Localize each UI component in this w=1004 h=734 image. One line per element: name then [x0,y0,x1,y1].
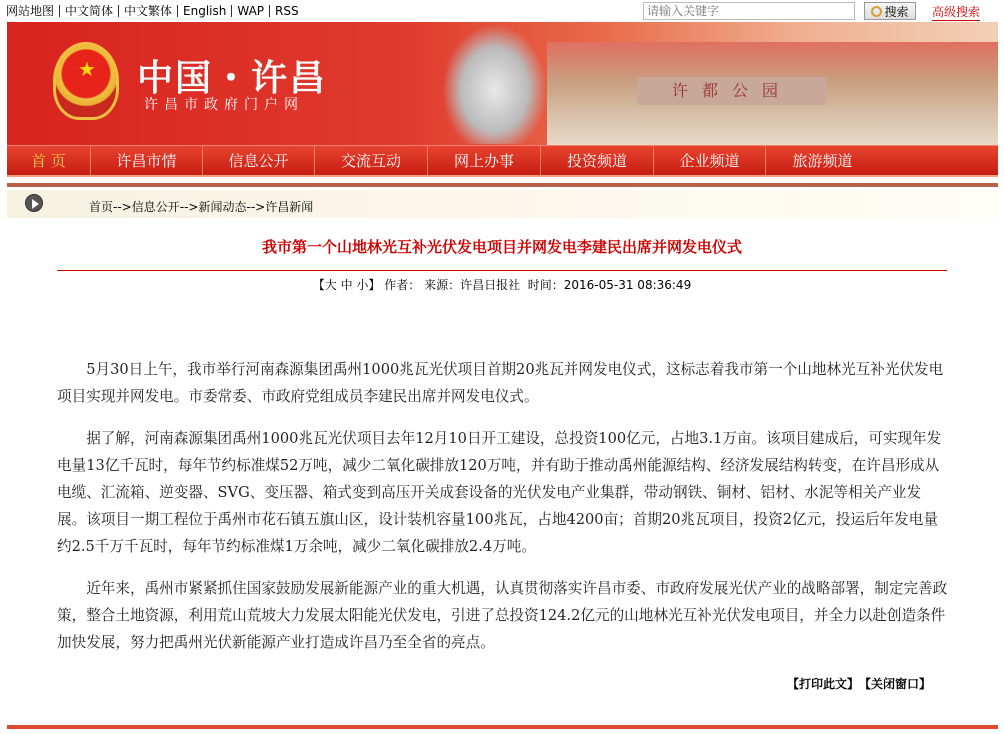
breadcrumb-sep: --> [179,200,199,214]
nav-online-services[interactable]: 网上办事 [428,146,541,175]
nav-investment[interactable]: 投资频道 [541,146,654,175]
search-icon [871,6,882,17]
advanced-search-link[interactable]: 高级搜索 [932,5,981,19]
publish-time: 时间：2016-05-31 08:36:49 [527,278,692,292]
breadcrumb-home[interactable]: 首页 [89,200,114,214]
site-subtitle: 许昌市政府门户网 [144,97,304,113]
paragraph: 据了解，河南森源集团禹州1000兆瓦光伏项目去年12月10日开工建设，总投资100亿元，占地3.1万亩。该项目建成后，可实现年发电量13亿千瓦时，每年节约标准煤52万吨，减少二氧化碳排放120万吨，并有助于推动禹州能源结构、经济发展结构转变，在许昌形成从电缆、汇流箱、逆变器、SVG、变压器、箱式变到高压开关成套设备的光伏发电产业集群，带动钢铁、铜材、铝材、水泥等相关产业发展。该项目一期工程位于禹州市花石镇五旗山区，设计装机容量100兆瓦，占地4200亩；首期20兆瓦项目，投资2亿元，投运后年发电量约2.5千万千瓦时，每年节约标准煤1万余吨，减少二氧化碳排放2.4万吨。 [57,430,942,555]
search-button[interactable] [864,2,916,20]
wap-link[interactable]: WAP [232,5,270,17]
nav-home[interactable]: 首 页 [7,146,91,175]
nav-info-disclosure[interactable]: 信息公开 [203,146,315,175]
nav-enterprise[interactable]: 企业频道 [654,146,766,175]
nav-interaction[interactable]: 交流互动 [315,146,428,175]
author: 作者： [384,278,421,292]
play-arrow-icon [25,194,43,212]
paragraph: 近年来，禹州市紧紧抓住国家鼓励发展新能源产业的重大机遇，认真贯彻落实许昌市委、市政府发展光伏产业的战略部署，制定完善政策，整合土地资源，利用荒山荒坡大力发展太阳能光伏发电，引进了总投资124.2亿元的山地林光互补光伏发电项目，并全力以赴创造条件加快发展，努力把禹州光伏新能源产业打造成许昌乃至全省的亮点。 [57,580,948,651]
simplified-chinese-link[interactable]: 中文简体 [60,5,119,17]
article-title: 我市第一个山地林光互补光伏发电项目并网发电李建民出席并网发电仪式 [261,238,742,256]
nav-city-info[interactable]: 许昌市情 [91,146,203,175]
header-banner [7,22,998,145]
article-meta [0,276,1004,293]
traditional-chinese-link[interactable]: 中文繁体 [119,5,178,17]
breadcrumb-news[interactable]: 新闻动态 [198,200,247,214]
source: 来源：许昌日报社 [424,278,521,292]
breadcrumb-xuchang-news[interactable]: 许昌新闻 [265,200,314,214]
font-size-selector[interactable]: 【大 中 小】 [312,278,381,292]
close-window-button[interactable]: 【关闭窗口】 [865,677,932,691]
breadcrumb [89,198,313,215]
rss-link[interactable]: RSS [275,4,299,18]
english-link[interactable]: English [178,5,232,17]
site-map-link[interactable]: 网站地图 [4,5,60,17]
search-button-label: 搜索 [884,4,909,19]
statue-image [442,24,547,144]
park-plaque: 许都公园 [637,77,827,105]
paragraph: 5月30日上午，我市举行河南森源集团禹州1000兆瓦光伏项目首期20兆瓦并网发电仪式，这标志着我市第一个山地林光互补光伏发电项目实现并网发电。市委常委、市政府党组成员李建民出席并网发电仪式。 [57,361,944,405]
site-title: 中国・许昌 [137,58,328,99]
nav-tourism[interactable]: 旅游频道 [792,152,853,170]
breadcrumb-bar [7,190,998,218]
title-divider [57,270,947,271]
print-button[interactable]: 【打印此文】 [787,677,860,691]
article-body [57,356,950,671]
national-emblem-icon: ★ [53,42,119,120]
main-nav [7,145,998,177]
article-tools [787,675,937,692]
footer-divider [7,725,998,729]
breadcrumb-info[interactable]: 信息公开 [131,200,180,214]
divider [7,183,998,187]
breadcrumb-sep: --> [246,200,266,214]
breadcrumb-sep: --> [113,200,132,214]
search-input[interactable] [643,2,855,20]
